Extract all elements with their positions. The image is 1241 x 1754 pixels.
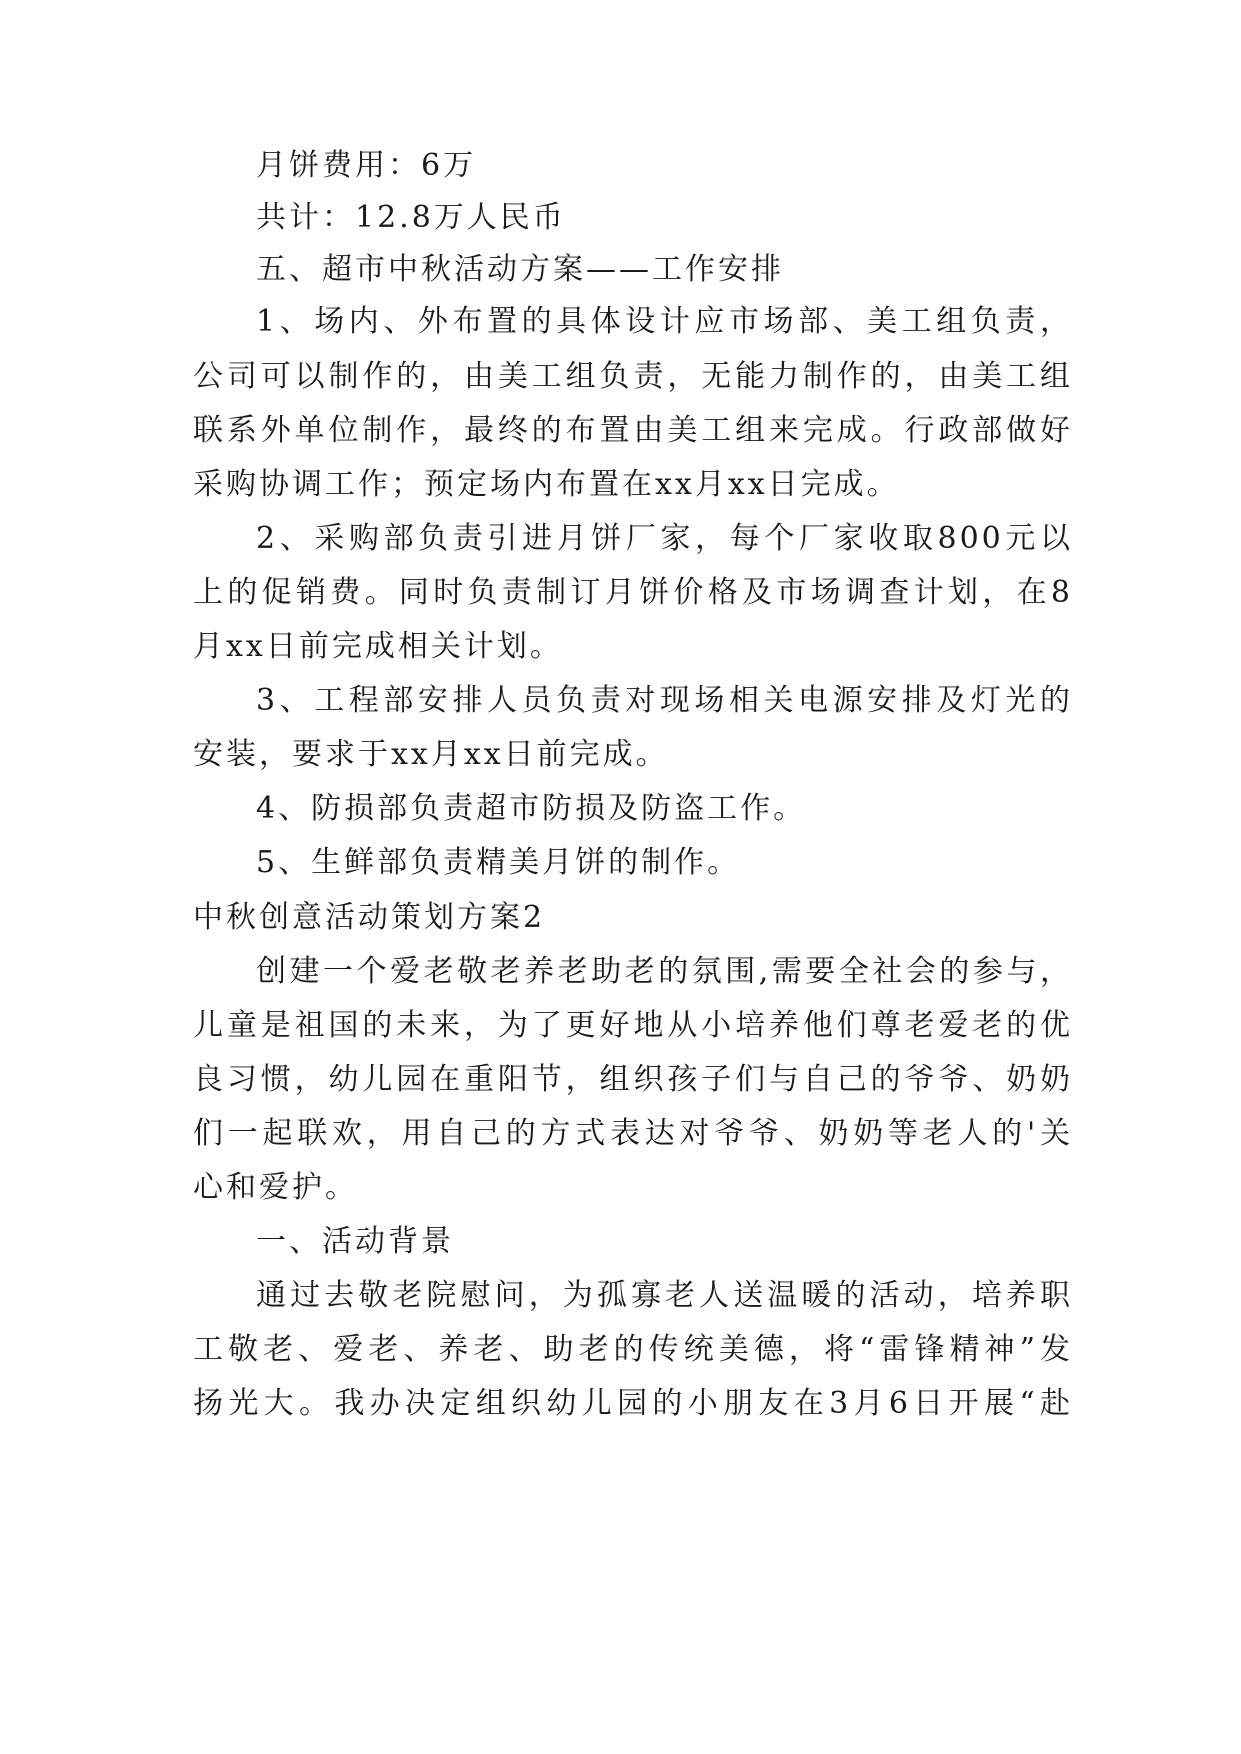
text-line: 心和爱护。 (193, 1170, 358, 1205)
text-line: 月饼费用：6万 (256, 148, 477, 183)
text-line: 扬光大。我办决定组织幼儿园的小朋友在3月6日开展“赴 (193, 1386, 1073, 1421)
section-heading: 五、超市中秋活动方案——工作安排 (256, 252, 784, 287)
text-line: 们一起联欢，用自己的方式表达对爷爷、奶奶等老人的'关 (193, 1116, 1073, 1151)
text-line: 通过去敬老院慰问，为孤寡老人送温暖的活动，培养职 (256, 1278, 1073, 1313)
text-line: 工敬老、爱老、养老、助老的传统美德，将“雷锋精神”发 (193, 1332, 1073, 1367)
text-line: 采购协调工作；预定场内布置在xx月xx日完成。 (193, 467, 900, 502)
text-line: 共计：12.8万人民币 (256, 200, 566, 235)
text-line: 3、工程部安排人员负责对现场相关电源安排及灯光的 (256, 683, 1073, 718)
section-heading: 一、活动背景 (256, 1224, 454, 1259)
text-line: 上的促销费。同时负责制订月饼价格及市场调查计划，在8 (193, 575, 1073, 610)
text-line: 创建一个爱老敬老养老助老的氛围,需要全社会的参与， (256, 954, 1073, 989)
document-title: 中秋创意活动策划方案2 (193, 900, 546, 935)
text-line: 2、采购部负责引进月饼厂家，每个厂家收取800元以 (256, 521, 1073, 556)
text-line: 联系外单位制作，最终的布置由美工组来完成。行政部做好 (193, 413, 1073, 448)
text-line: 4、防损部负责超市防损及防盗工作。 (256, 791, 807, 826)
text-line: 月xx日前完成相关计划。 (193, 629, 563, 664)
text-line: 公司可以制作的，由美工组负责，无能力制作的，由美工组 (193, 359, 1073, 394)
text-line: 儿童是祖国的未来，为了更好地从小培养他们尊老爱老的优 (193, 1008, 1073, 1043)
text-line: 1、场内、外布置的具体设计应市场部、美工组负责， (256, 304, 1073, 339)
text-line: 安装，要求于xx月xx日前完成。 (193, 737, 669, 772)
text-line: 5、生鲜部负责精美月饼的制作。 (256, 845, 741, 880)
text-line: 良习惯，幼儿园在重阳节，组织孩子们与自己的爷爷、奶奶 (193, 1062, 1073, 1097)
